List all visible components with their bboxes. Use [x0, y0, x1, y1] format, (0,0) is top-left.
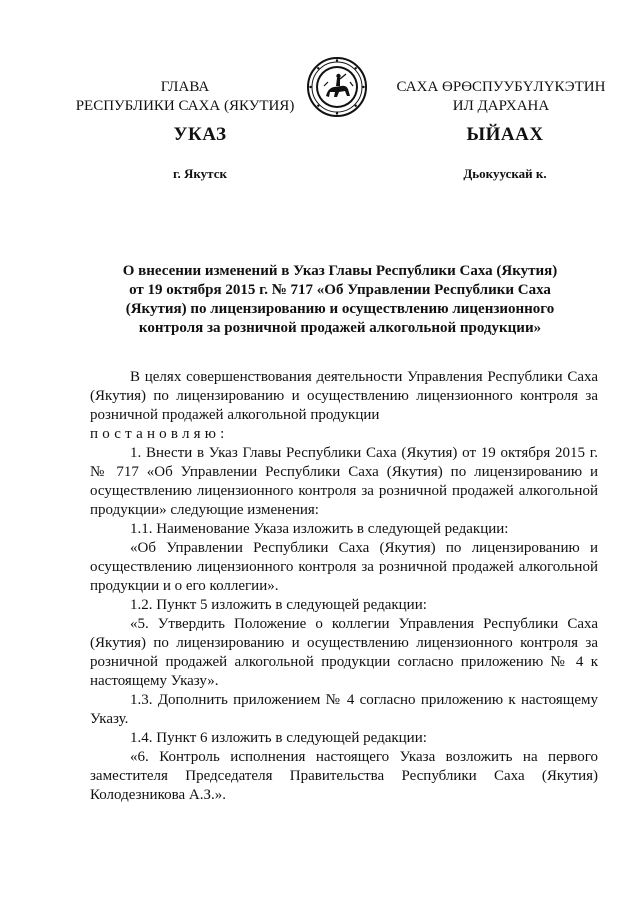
document-title-line2: от 19 октября 2015 г. № 717 «Об Управлении Республики Саха	[129, 282, 551, 298]
decree-title-left: УКАЗ	[173, 124, 227, 145]
header-left	[70, 78, 300, 116]
header-right	[388, 78, 614, 116]
header-right-line1: САХА ӨРӨСПУУБҮЛҮКЭТИН	[396, 79, 606, 95]
paragraph-1-1-text: «Об Управлении Республики Саха (Якутия) по лицензированию и осуществлению лицензионного контроля за розничной продажей алкогольной продукции и о его коллегии».	[90, 540, 598, 594]
city-left: г. Якутск	[173, 166, 227, 181]
header-left-line1: ГЛАВА	[160, 79, 210, 95]
paragraph-1-4: 1.4. Пункт 6 изложить в следующей редакции:	[130, 730, 427, 746]
city-right: Дьокуускай к.	[463, 166, 547, 181]
document-body	[90, 368, 598, 805]
header-left-line2: РЕСПУБЛИКИ САХА (ЯКУТИЯ)	[75, 98, 295, 114]
decree-title-right: ЫЙААХ	[466, 124, 544, 145]
paragraph-1-3: 1.3. Дополнить приложением № 4 согласно приложению к настоящему Указу.	[90, 692, 598, 727]
decree-word: постановляю:	[90, 426, 229, 442]
document-title-line4: контроля за розничной продажей алкогольной продукции»	[138, 320, 542, 336]
republic-emblem-icon	[306, 56, 368, 118]
document-title	[100, 262, 580, 338]
paragraph-1-1: 1.1. Наименование Указа изложить в следующей редакции:	[130, 521, 509, 537]
document-title-line3: (Якутия) по лицензированию и осуществлению лицензионного	[125, 301, 555, 317]
intro-paragraph: В целях совершенствования деятельности Управления Республики Саха (Якутия) по лицензированию и осуществлению лицензионного контроля за розничной продажей алкогольной продукции	[90, 369, 598, 423]
document-title-line1: О внесении изменений в Указ Главы Республики Саха (Якутия)	[122, 263, 558, 279]
paragraph-1-2: 1.2. Пункт 5 изложить в следующей редакции:	[130, 597, 427, 613]
paragraph-1-2-text: «5. Утвердить Положение о коллегии Управления Республики Саха (Якутия) по лицензированию и осуществлению лицензионного контроля за розничной продажей алкогольной продукции согласно приложению № 4 к настоящему Указу».	[90, 616, 598, 689]
paragraph-1-4-text: «6. Контроль исполнения настоящего Указа возложить на первого заместителя Председателя Правительства Республики Саха (Якутия) Колодезникова А.З.».	[90, 749, 598, 803]
header-right-line2: ИЛ ДАРХАНА	[452, 98, 550, 114]
paragraph-1: 1. Внести в Указ Главы Республики Саха (Якутия) от 19 октября 2015 г. № 717 «Об Управлении Республики Саха (Якутия) по лицензированию и осуществлению лицензионного контроля за розничной продажей алкогольной продукции» следующие изменения:	[90, 445, 598, 518]
